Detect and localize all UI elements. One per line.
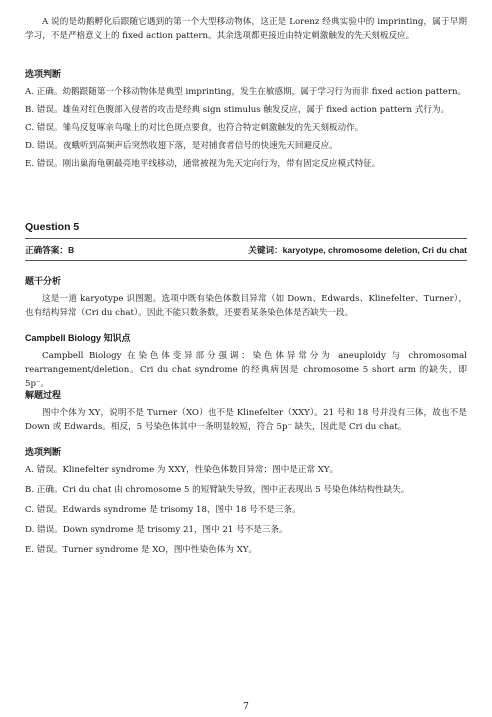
q5-option-b: B. 正确。Cri du chat 由 chromosome 5 的短臂缺失导致，图中正表现出 5 号染色体结构性缺失。: [25, 485, 410, 495]
analysis-text: 这是一道 karyotype 识图题。选项中既有染色体数目异常（如 Down、Edwards、Klinefelter、Turner），也有结构异常（Cri du chat）。因此不能只数条数，还要看某条染色体是否缺失一段。: [25, 294, 467, 319]
keywords: 关键词：karyotype, chromosome deletion, Cri du chat: [248, 245, 467, 255]
question-header: [25, 221, 467, 234]
campbell-section: [25, 332, 467, 392]
q4-option-a: A. 正确。幼鹅跟随第一个移动物体是典型 imprinting，发生在敏感期，属于学习行为而非 fixed action pattern。: [25, 87, 467, 97]
campbell-heading: Campbell Biology 知识点: [25, 333, 131, 343]
q5-option-d: D. 错误。Down syndrome 是 trisomy 21，图中 21 号不是三条。: [25, 525, 288, 535]
analysis-section: [25, 275, 467, 320]
q5-options-section: [25, 446, 467, 458]
process-heading: 解题过程: [25, 390, 62, 400]
page-number: 7: [243, 702, 249, 712]
q5-option-c: C. 错误。Edwards syndrome 是 trisomy 18，图中 18 号不是三条。: [25, 505, 301, 515]
q4-option-d: D. 错误。夜蛾听到高频声后突然收翅下落，是对捕食者信号的快速先天回避反应。: [25, 141, 338, 151]
q5-option-e: E. 错误。Turner syndrome 是 XO，图中性染色体为 XY。: [25, 545, 258, 555]
q4-options-section: [25, 68, 467, 80]
divider: [25, 260, 467, 261]
q4-option-c: C. 错误。雏鸟反复啄亲鸟喙上的对比色斑点要食，也符合特定刺激触发的先天刻板动作。: [25, 123, 364, 133]
q5-options-list: [25, 463, 467, 557]
q4-option-b: B. 错误。雄鱼对红色腹部入侵者的攻击是经典 sign stimulus 触发反应，属于 fixed action pattern 式行为。: [25, 105, 450, 115]
divider: [25, 238, 467, 239]
q5-option-a: A. 错误。Klinefelter syndrome 为 XXY，性染色体数目异常；图中是正常 XY。: [25, 465, 339, 475]
intro-text: A 说的是幼鹅孵化后跟随它遇到的第一个大型移动物体，这正是 Lorenz 经典实验中的 imprinting，属于早期学习，不是严格意义上的 fixed action pattern。其余选项都更接近由特定刺激触发的先天刻板反应。: [25, 17, 467, 42]
q5-options-heading: 选项判断: [25, 447, 62, 457]
answer-row: [25, 244, 467, 256]
process-text: 图中个体为 XY，说明不是 Turner（XO）也不是 Klinefelter（XXY）。21 号和 18 号并没有三体，故也不是 Down 或 Edwards。相反，5 号染色体其中一条明显较短，符合 5p⁻ 缺失，因此是 Cri du chat。: [25, 408, 467, 433]
campbell-text: Campbell Biology 在染色体变异部分强调：染色体异常分为 aneuploidy 与 chromosomal rearrangement/deletion。Cri du chat syndrome 的经典病因是 chromosome 5 short arm 的缺失，即 5p⁻。: [25, 351, 467, 390]
q4-options-heading: 选项判断: [25, 69, 62, 79]
question-title: Question 5: [25, 221, 80, 233]
q4-options-list: [25, 85, 467, 171]
analysis-heading: 题干分析: [25, 276, 62, 286]
process-section: [25, 389, 467, 434]
q4-option-e: E. 错误。刚出巢海龟朝最亮地平线移动，通常被视为先天定向行为，带有固定反应模式特征。: [25, 159, 381, 169]
intro-paragraph: [25, 15, 467, 43]
correct-answer: 正确答案：B: [25, 245, 75, 255]
